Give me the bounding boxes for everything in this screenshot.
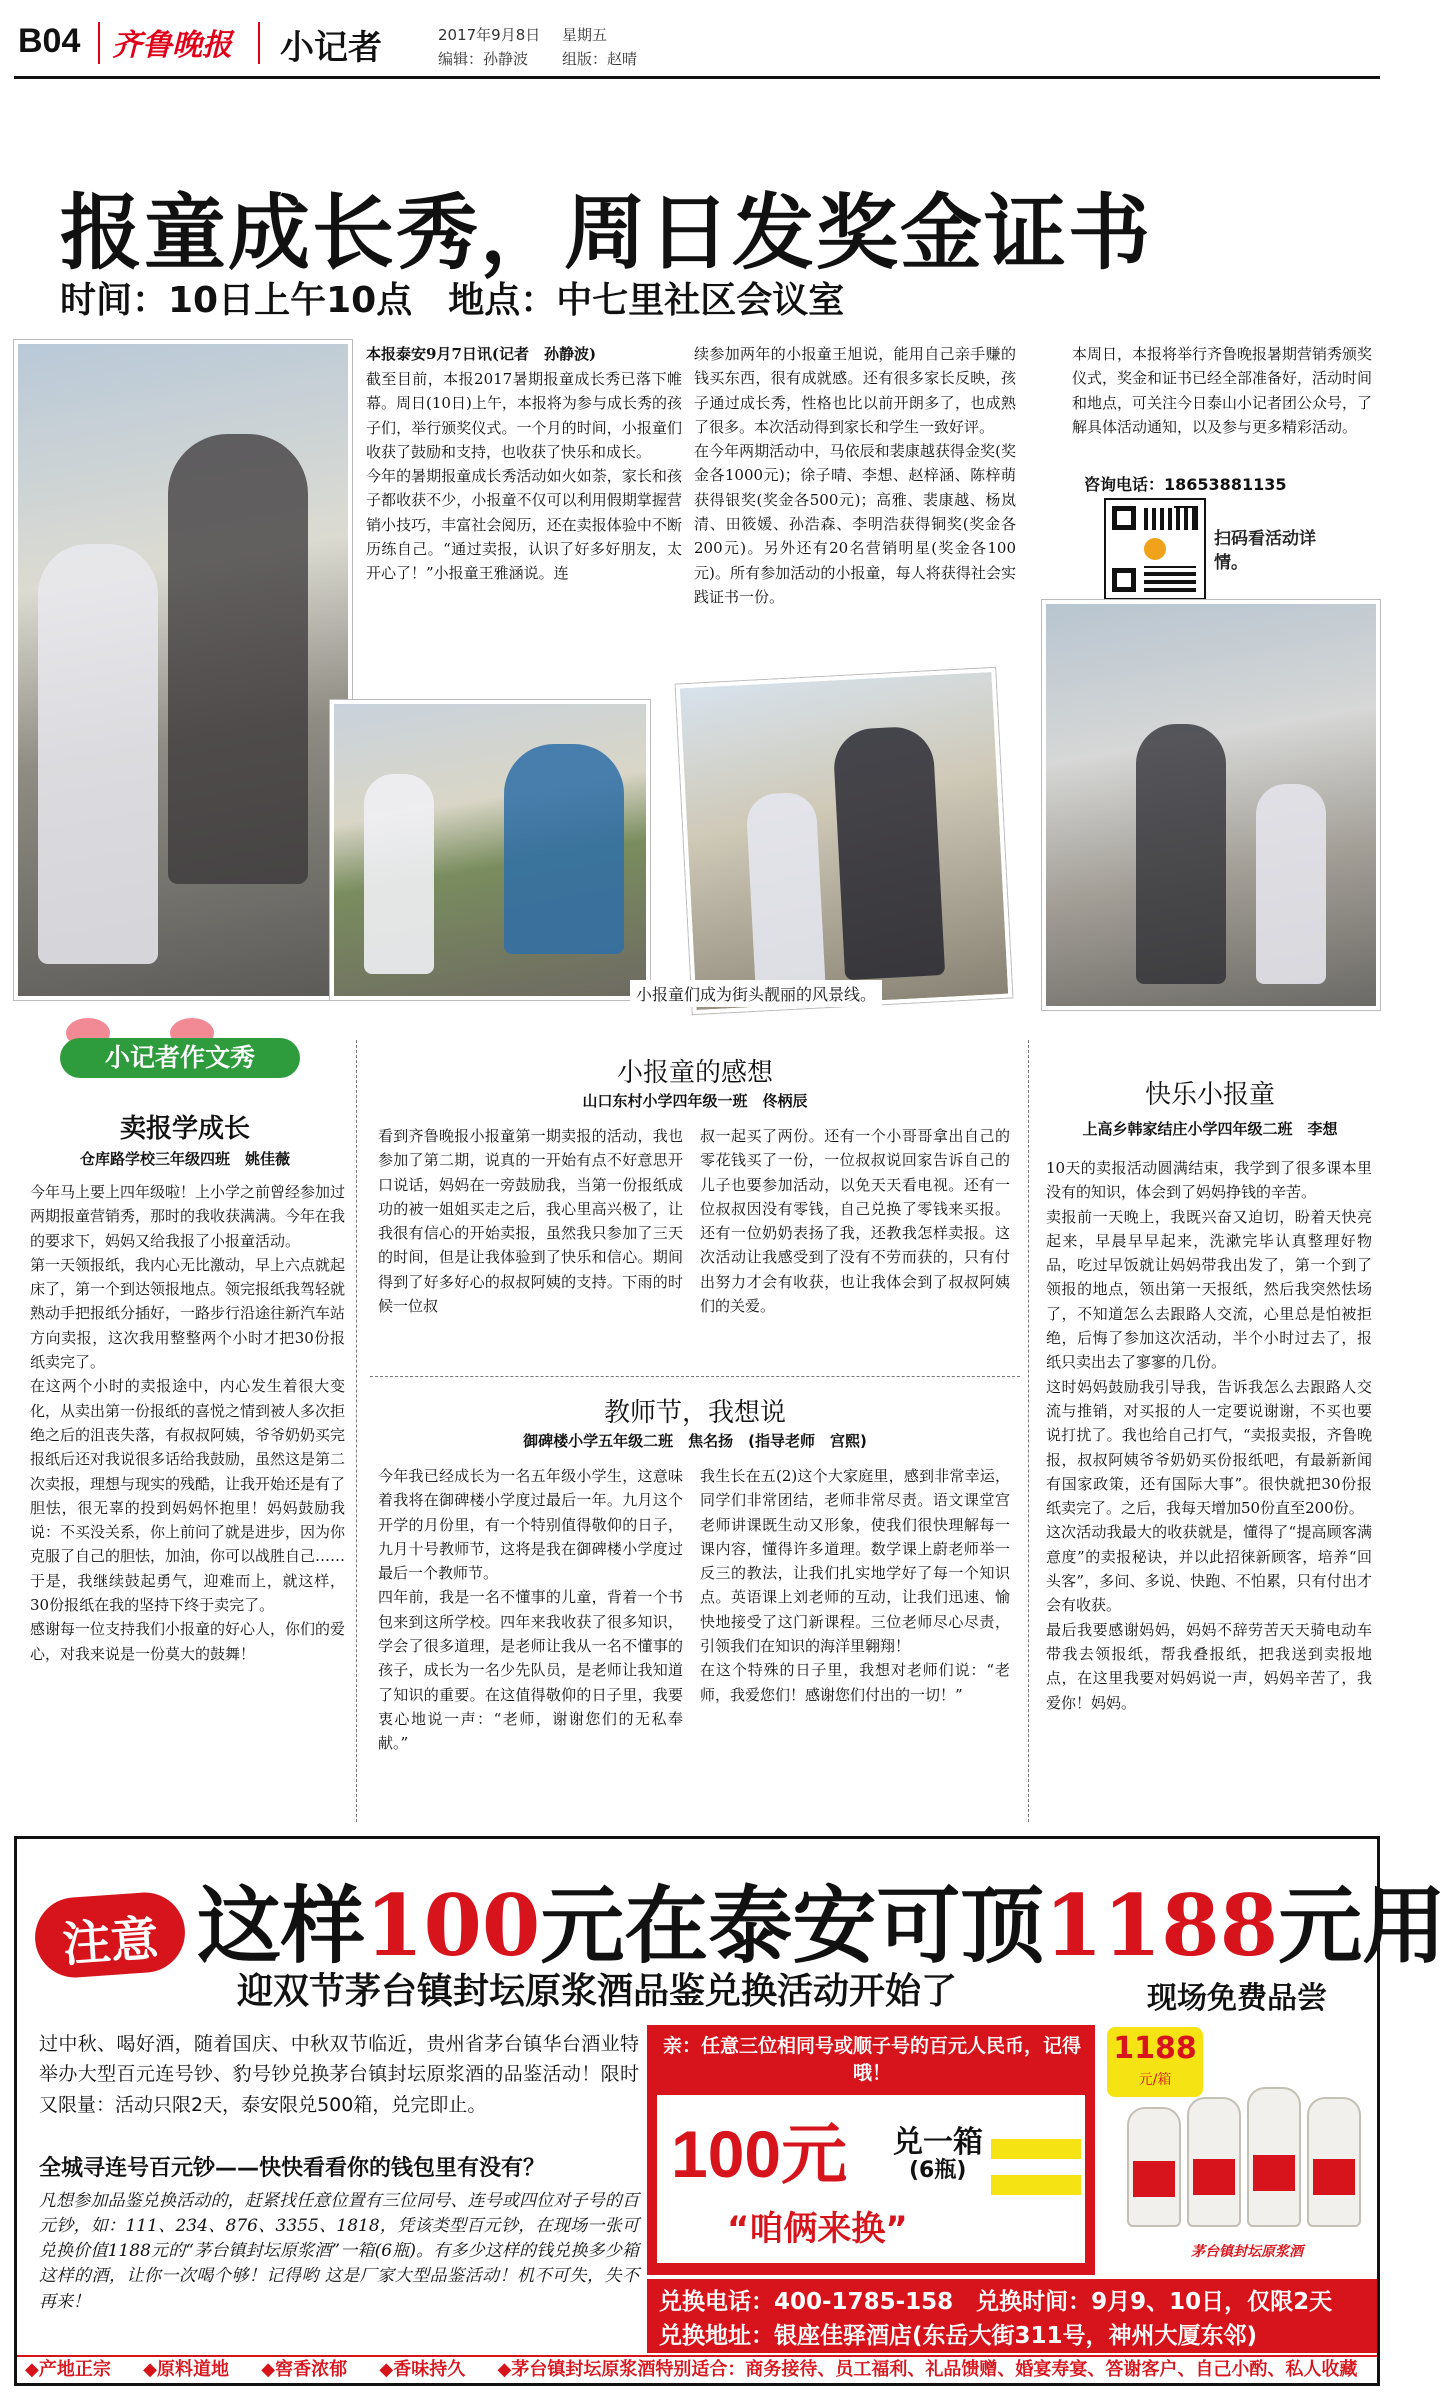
qr-noise xyxy=(1144,508,1196,530)
essay-a-byline: 仓库路学校三年级四班 姚佳薇 xyxy=(79,1150,290,1168)
essay-a-title: 卖报学成长 xyxy=(119,1114,250,1144)
lead-col-3: 本周日，本报将举行齐鲁晚报暑期营销秀颁奖仪式，奖金和证书已经全部准备好，活动时间和地点，可关注今日泰山小记者团公众号，了解具体活动通知，以及参与更多精彩活动。 xyxy=(1072,345,1373,436)
ad-headline-e: 元用 xyxy=(1278,1876,1446,1975)
lead-col-2: 续参加两年的小报童王旭说，能用自己亲手赚的钱买东西，很有成就感。还有很多家长反映，孩子通过成长秀，性格也比以前开朗多了，也成熟了很多。本次活动得到家长和学生一致好评。 在今年两期活动中，马依辰和裴康越获得金奖(奖金各1000元)；徐子晴、李想、赵梓涵、陈梓萌获得银奖(奖金各500元)；高雅、裴康越、杨岚清、田筱媛、孙浩森、李明浩获得铜奖(奖金各200元)。另外还有20名营销明星(奖金各100元)。所有参加活动的小报童，每人将获得社会实践证书一份。 xyxy=(694,345,1016,606)
ad-price-tag xyxy=(1107,2027,1203,2097)
photo-figure-kid xyxy=(1256,784,1326,984)
photo-figure-woman xyxy=(168,434,308,884)
ad-price-panel xyxy=(647,2025,1095,2275)
qr-noise-2 xyxy=(1144,566,1196,592)
ad-search-text: 凡想参加品鉴兑换活动的，赶紧找任意位置有三位同号、连号或四位对子号的百元钞，如：111、234、876、3355、1818，凭该类型百元钞，在现场一张可兑换价值1188元的“茅台镇封坛原浆酒”一箱(6瓶)。有多少这样的钱兑换多少箱这样的酒，让你一次喝个够！记得哟 这是厂家大型品鉴活动！机不可失，失不再来！ xyxy=(39,2191,639,2312)
essay-b-title: 小报童的感想 xyxy=(616,1058,773,1088)
ad-footer-item-2: ◆原料道地 xyxy=(143,2359,229,2380)
ad-notice-label: 注意 xyxy=(60,1910,161,1974)
essay-d-title: 快乐小报童 xyxy=(1144,1080,1275,1110)
qr-corner-bl xyxy=(1112,568,1136,592)
bottle-label xyxy=(1253,2155,1295,2191)
ad-slogan: “咱俩来换” xyxy=(727,2209,908,2249)
ad-bottle-group xyxy=(1107,2027,1367,2277)
lead-byline: 本报泰安9月7日讯(记者 孙静波) xyxy=(366,345,597,363)
essay-b-text-left: 看到齐鲁晚报小报童第一期卖报的活动，我也参加了第二期，说真的一开始有点不好意思开口说话，妈妈在一旁鼓励我，当第一份报纸成功的被一姐姐买走之后，我心里高兴极了，让我很有信心的开始卖报，虽然我只参加了三天的时间，但是让我体验到了快乐和信心。期间得到了好多好心的叔叔阿姨的支持。下雨的时候一位叔 xyxy=(378,1127,683,1316)
lead-col-1: 截至目前，本报2017暑期报童成长秀已落下帷幕。周日(10日)上午，本报将为参与成长秀的孩子们，举行颁奖仪式。一个月的时间，小报童们收获了鼓励和支持，也收获了快乐和成长。 今年的暑期报童成长秀活动如火如荼，家长和孩子都收获不少，小报童不仅可以利用假期掌握营销小技巧，丰富社会阅历，还在卖报体验中不断历练自己。“通过卖报，认识了好多好朋友，太开心了！”小报童王雅涵说。连 xyxy=(366,370,682,583)
ad-footer-bar xyxy=(17,2355,1377,2383)
masthead-divider-2 xyxy=(258,22,260,64)
ad-subtitle: 迎双节茅台镇封坛原浆酒品鉴兑换活动开始了 xyxy=(237,1970,958,2012)
ad-price-tag-value: 1188 xyxy=(1113,2031,1197,2066)
ad-frame xyxy=(14,1836,1446,2386)
ad-headline-c: 元在泰安可顶 xyxy=(540,1876,1045,1975)
lead-phone xyxy=(1084,472,1286,495)
essay-b-text-right: 叔一起买了两份。还有一个小哥哥拿出自己的零花钱买了一份，一位叔叔说回家告诉自己的儿子也要参加活动，以免天天看电视。还有一位叔叔因没有零钱，自己兑换了零钱来买报。还有一位奶奶表扬了我，还教我怎样卖报。这次活动让我感受到了没有不劳而获的，只有付出努力才会有收获，也让我体会到了叔叔阿姨们的关爱。 xyxy=(700,1127,1010,1316)
ad-bottles: (6瓶) xyxy=(909,2158,967,2183)
photo-station-scene xyxy=(1042,600,1380,1010)
photo-child-selling-to-youth xyxy=(676,668,1013,1014)
page-header xyxy=(0,0,1395,80)
qr-corner-tl xyxy=(1112,506,1136,530)
ad-price: 100元 xyxy=(671,2117,848,2191)
section-title: 小记者 xyxy=(280,28,382,68)
ad-intro: 过中秋、喝好酒，随着国庆、中秋双节临近，贵州省茅台镇华台酒业特举办大型百元连号钞、豹号钞兑换茅台镇封坛原浆酒的品鉴活动！限时又限量：活动只限2天，泰安限兑500箱，兑完即止。 xyxy=(39,2033,639,2116)
essay-c-byline: 御碑楼小学五年级二班 焦名扬 (指导老师 宫熙) xyxy=(523,1432,867,1450)
masthead-divider xyxy=(98,22,100,64)
ad-bottle-4 xyxy=(1307,2097,1361,2227)
essay-c-text-left: 今年我已经成长为一名五年级小学生，这意味着我将在御碑楼小学度过最后一年。九月这个开学的月份里，有一个特别值得敬仰的日子，九月十号教师节，这将是我在御碑楼小学度过最后一个教师节。 四年前，我是一名不懂事的儿童，背着一个书包来到这所学校。四年来我收获了很多知识，学会了很多道理，是老师让我从一名不懂事的孩子，成长为一名少先队员，是老师让我知道了知识的重要。在这值得敬仰的日子里，我要衷心地说一声：“老师，谢谢您们的无私奉献。” xyxy=(378,1467,683,1753)
essay-divider-middle xyxy=(370,1376,1020,1377)
ad-contact-bar xyxy=(647,2279,1377,2353)
ad-bottle-3 xyxy=(1247,2087,1301,2227)
photo-figure-girl-2 xyxy=(745,791,825,994)
photo-figure-man xyxy=(504,744,624,954)
ad-footer-item-1: ◆产地正宗 xyxy=(25,2359,111,2380)
ad-bottle-2 xyxy=(1187,2097,1241,2227)
page-number: B04 xyxy=(18,22,81,60)
ad-footer-item-4: ◆香味持久 xyxy=(379,2359,466,2380)
essay-d-byline: 上高乡韩家结庄小学四年级二班 李想 xyxy=(1082,1120,1338,1138)
qr-caption: 扫码看活动详情。 xyxy=(1214,529,1316,573)
photo-caption: 小报童们成为街头靓丽的风景线。 xyxy=(630,980,882,1007)
photo-child-selling-to-man xyxy=(330,700,650,1000)
ad-footer-item-3: ◆窖香浓郁 xyxy=(261,2359,348,2380)
photo-figure-girl xyxy=(364,774,434,974)
ad-footer-item-5: ◆茅台镇封坛原浆酒特别适合：商务接待、员工福利、礼品馈赠、婚宴寿宴、答谢客户、自己小酌、私人收藏 xyxy=(497,2359,1358,2380)
lead-phone-number: 18653881135 xyxy=(1164,475,1287,494)
ad-yellow-bar xyxy=(991,2139,1081,2159)
qr-code[interactable] xyxy=(1104,498,1206,600)
essay-a-text: 今年马上要上四年级啦！上小学之前曾经参加过两期报童营销秀，那时的我收获满满。今年在我的要求下，妈妈又给我报了小报童活动。 第一天领报纸，我内心无比激动，早上六点就起床了，第一个到达领报地点。领完报纸我驾轻就熟动手把报纸分插好，一路步行沿途往新汽车站方向卖报，这次我用整整两个小时才把30份报纸卖完了。 在这两个小时的卖报途中，内心发生着很大变化，从卖出第一份报纸的喜悦之情到被人多次拒绝之后的沮丧失落，有叔叔阿姨，爷爷奶奶买完报纸后还对我说很多话给我鼓励，虽然这是第二次卖报，理想与现实的残酷，让我开始还是有了胆怯，很无辜的投到妈妈怀抱里！妈妈鼓励我说：不买没关系，你上前问了就是进步，因为你克服了自己的胆怯，加油，你可以战胜自己…… 于是，我继续鼓起勇气，迎难而上，就这样，30份报纸在我的坚持下终于卖完了。 感谢每一位支持我们小报童的好心人，你们的爱心，对我来说是一份莫大的鼓舞！ xyxy=(30,1183,346,1663)
ad-notice-badge xyxy=(32,1890,187,1980)
ad-price-tag-unit: 元/箱 xyxy=(1138,2072,1172,2088)
essay-c-title: 教师节，我想说 xyxy=(603,1398,786,1428)
lead-headline: 报童成长秀，周日发奖金证书 xyxy=(60,186,1153,281)
ad-price-box xyxy=(657,2095,1085,2263)
ad-exchange: 兑一箱 xyxy=(893,2125,983,2160)
ad-search-title: 全城寻连号百元钞——快快看看你的钱包里有没有？ xyxy=(39,2156,546,2181)
ad-headline-b: 100 xyxy=(365,1876,541,1975)
paper-logo: 齐鲁晚报 xyxy=(112,28,232,63)
photo-figure-youth xyxy=(832,725,945,980)
essay-c-text-right: 我生长在五(2)这个大家庭里，感到非常幸运，同学们非常团结，老师非常尽责。语文课堂宫老师讲课既生动又形象，使我们很快理解每一课内容，懂得许多道理。数学课上蔚老师举一反三的教法，让我们扎实地学好了每一个知识点。英语课上刘老师的互动，让我们迅速、愉快地接受了这门新课程。三位老师尽心尽责，引领我们在知识的海洋里翱翔！ 在这个特殊的日子里，我想对老师们说：“老师，我爱您们！感谢您们付出的一切！” xyxy=(700,1467,1010,1704)
ad-address-line: 兑换地址：银座佳驿酒店(东岳大街311号，神州大厦东邻) xyxy=(659,2323,1258,2349)
bottle-label xyxy=(1193,2159,1235,2195)
ad-red-notice: 亲：任意三位相同号或顺子号的百元人民币，记得哦！ xyxy=(662,2035,1081,2084)
qr-center-mark xyxy=(1144,538,1166,560)
essays-banner-label: 小记者作文秀 xyxy=(60,1038,300,1078)
issue-date: 2017年9月8日 xyxy=(438,26,541,44)
ad-bottle-caption: 茅台镇封坛原浆酒 xyxy=(1191,2244,1303,2260)
essay-divider-left xyxy=(356,1040,357,1822)
ad-headline-d: 1188 xyxy=(1044,1876,1279,1975)
lead-phone-label: 咨询电话： xyxy=(1084,475,1165,494)
bottle-label xyxy=(1133,2161,1175,2197)
editor-credit: 编辑：孙静波 xyxy=(438,50,529,68)
ad-phone-line: 兑换电话：400-1785-158 兑换时间：9月9、10日，仅限2天 xyxy=(659,2289,1333,2315)
designer-credit: 组版：赵晴 xyxy=(562,50,638,68)
ad-headline-a: 这样 xyxy=(197,1876,366,1975)
lead-subhead: 时间：10日上午10点 地点：中七里社区会议室 xyxy=(60,280,845,321)
header-rule xyxy=(14,76,1380,79)
ad-free-tasting: 现场免费品尝 xyxy=(1147,1981,1327,2016)
ad-yellow-bar-2 xyxy=(991,2175,1081,2195)
ad-bottle-1 xyxy=(1127,2107,1181,2227)
photo-figure-child xyxy=(38,544,158,964)
essay-b-byline: 山口东村小学四年级一班 佟柄辰 xyxy=(582,1092,808,1110)
essays-banner xyxy=(30,1018,300,1082)
essay-divider-right xyxy=(1028,1040,1029,1822)
essay-d-text: 10天的卖报活动圆满结束，我学到了很多课本里没有的知识，体会到了妈妈挣钱的辛苦。 卖报前一天晚上，我既兴奋又迫切，盼着天快亮起来，早晨早早起来，洗漱完毕认真整理好物品，吃过早饭就让妈妈带我出发了，第一个到了领报的地点，领出第一天报纸，然后我突然怯场了，不知道怎么去跟路人交流，心里总是怕被拒绝，后悔了参加这次活动，半个小时过去了，报纸只卖出去了寥寥的几份。 这时妈妈鼓励我引导我，告诉我怎么去跟路人交流与推销，对买报的人一定要说谢谢，不买也要说打扰了。我也给自己打气，“卖报卖报，齐鲁晚报，叔叔阿姨爷爷奶奶买份报纸吧，有最新新闻有国家政策，还有国际大事”。很快就把30份报纸卖完了。之后，我每天增加50份直至200份。 这次活动我最大的收获就是，懂得了“提高顾客满意度”的卖报秘诀，并以此招徕新顾客，培养“回头客”，多问、多说、快跑、不怕累，只有付出才会有收获。 最后我要感谢妈妈，妈妈不辞劳苦天天骑电动车带我去领报纸，帮我叠报纸，把我送到卖报地点，在这里我要对妈妈说一声，妈妈辛苦了，我爱你！妈妈。 xyxy=(1046,1159,1372,1712)
issue-weekday: 星期五 xyxy=(562,26,608,44)
photo-figure-adult xyxy=(1136,724,1226,984)
photo-grandma-with-child xyxy=(14,340,352,1000)
bottle-label xyxy=(1313,2159,1355,2195)
ad-headline xyxy=(197,1859,1446,1980)
